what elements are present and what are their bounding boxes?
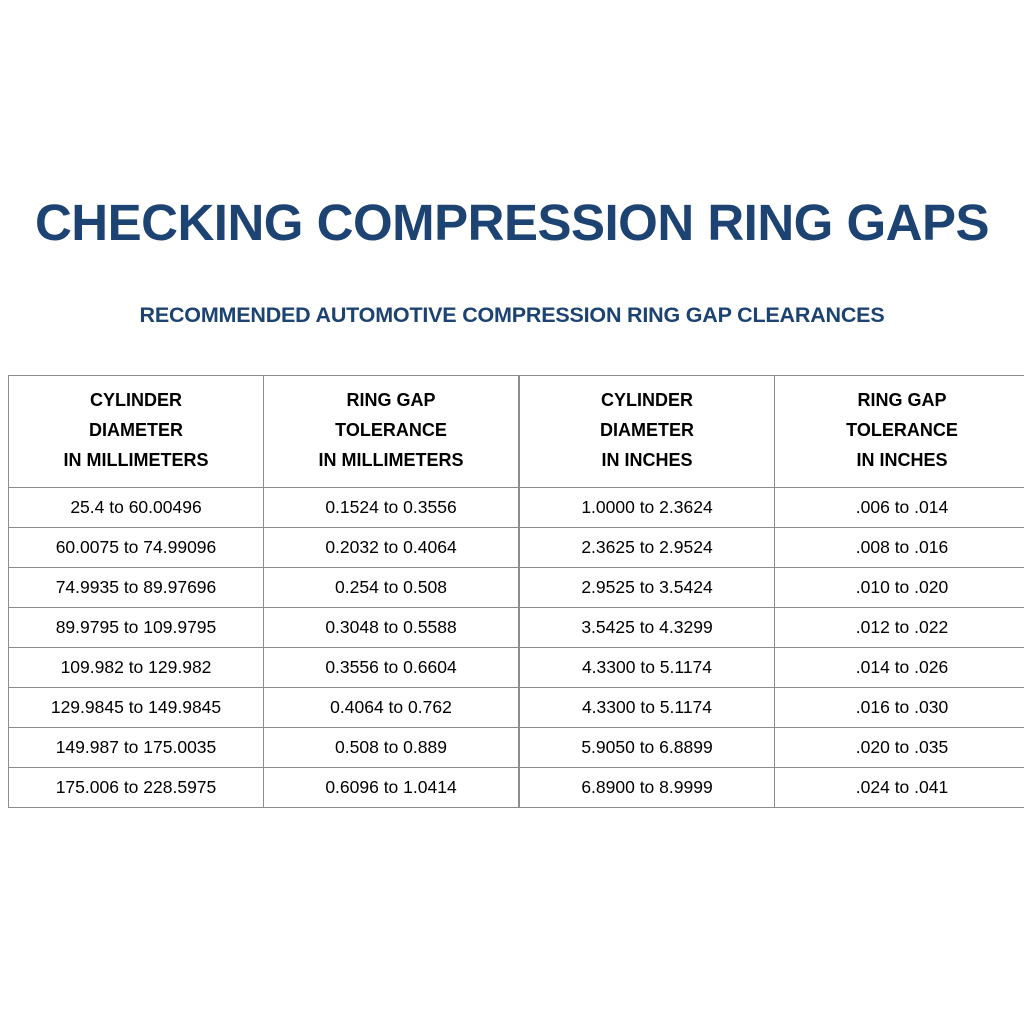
cell-diameter: 89.9795 to 109.9795	[9, 607, 264, 647]
cell-tolerance: 0.4064 to 0.762	[264, 687, 519, 727]
header-line-2: DIAMETER	[89, 420, 183, 441]
cell-diameter: 109.982 to 129.982	[9, 647, 264, 687]
table-row	[9, 567, 519, 607]
column-header-cylinder-diameter-mm	[9, 376, 264, 488]
table-body	[9, 487, 519, 807]
cell-diameter: 5.9050 to 6.8899	[520, 727, 775, 767]
cell-diameter: 4.3300 to 5.1174	[520, 647, 775, 687]
cell-tolerance: 0.1524 to 0.3556	[264, 487, 519, 527]
header-row	[9, 376, 519, 488]
table-row	[9, 527, 519, 567]
header-line-3: IN MILLIMETERS	[63, 450, 209, 471]
header-line-1: RING GAP	[346, 390, 436, 410]
header-line-2: TOLERANCE	[335, 420, 447, 441]
table-row	[9, 487, 519, 527]
cell-tolerance: .006 to .014	[775, 487, 1024, 527]
column-header-cylinder-diameter-in	[520, 376, 775, 488]
cell-diameter: 129.9845 to 149.9845	[9, 687, 264, 727]
table-row	[520, 607, 1024, 647]
imperial-ring-gap-table	[519, 375, 1024, 808]
table-body	[520, 487, 1024, 807]
page-subtitle: RECOMMENDED AUTOMOTIVE COMPRESSION RING GAP CLEARANCES	[139, 303, 885, 327]
cell-tolerance: 0.508 to 0.889	[264, 727, 519, 767]
cell-tolerance: 0.3048 to 0.5588	[264, 607, 519, 647]
cell-diameter: 6.8900 to 8.9999	[520, 767, 775, 807]
cell-tolerance: .024 to .041	[775, 767, 1024, 807]
table-header	[9, 376, 519, 488]
cell-tolerance: .008 to .016	[775, 527, 1024, 567]
header-line-1: CYLINDER	[600, 390, 693, 410]
cell-diameter: 60.0075 to 74.99096	[9, 527, 264, 567]
cell-diameter: 2.3625 to 2.9524	[520, 527, 775, 567]
header-line-2: TOLERANCE	[846, 420, 958, 441]
header-line-1: CYLINDER	[89, 390, 182, 410]
table-row	[520, 767, 1024, 807]
cell-diameter: 1.0000 to 2.3624	[520, 487, 775, 527]
table-row	[520, 487, 1024, 527]
table-row	[9, 767, 519, 807]
cell-tolerance: .012 to .022	[775, 607, 1024, 647]
cell-tolerance: .020 to .035	[775, 727, 1024, 767]
header-line-3: IN MILLIMETERS	[318, 450, 464, 471]
cell-tolerance: 0.254 to 0.508	[264, 567, 519, 607]
table-header	[520, 376, 1024, 488]
metric-ring-gap-table	[8, 375, 519, 808]
table-row	[520, 647, 1024, 687]
header-line-2: DIAMETER	[600, 420, 694, 441]
table-row	[9, 727, 519, 767]
cell-tolerance: 0.3556 to 0.6604	[264, 647, 519, 687]
column-header-ring-gap-tolerance-mm	[264, 376, 519, 488]
table-row	[9, 607, 519, 647]
header-line-3: IN INCHES	[601, 450, 693, 471]
header-line-1: RING GAP	[857, 390, 947, 410]
cell-tolerance: .014 to .026	[775, 647, 1024, 687]
table-row	[520, 727, 1024, 767]
table-row	[520, 567, 1024, 607]
cell-tolerance: .016 to .030	[775, 687, 1024, 727]
table-row	[520, 527, 1024, 567]
cell-diameter: 149.987 to 175.0035	[9, 727, 264, 767]
column-header-ring-gap-tolerance-in	[775, 376, 1024, 488]
cell-tolerance: 0.6096 to 1.0414	[264, 767, 519, 807]
cell-tolerance: 0.2032 to 0.4064	[264, 527, 519, 567]
page-title: CHECKING COMPRESSION RING GAPS	[34, 194, 990, 251]
cell-diameter: 25.4 to 60.00496	[9, 487, 264, 527]
cell-diameter: 4.3300 to 5.1174	[520, 687, 775, 727]
cell-diameter: 2.9525 to 3.5424	[520, 567, 775, 607]
table-row	[520, 687, 1024, 727]
cell-diameter: 175.006 to 228.5975	[9, 767, 264, 807]
table-row	[9, 687, 519, 727]
header-line-3: IN INCHES	[856, 450, 948, 471]
tables-container	[0, 375, 1024, 808]
cell-diameter: 3.5425 to 4.3299	[520, 607, 775, 647]
header-row	[520, 376, 1024, 488]
table-row	[9, 647, 519, 687]
cell-tolerance: .010 to .020	[775, 567, 1024, 607]
cell-diameter: 74.9935 to 89.97696	[9, 567, 264, 607]
